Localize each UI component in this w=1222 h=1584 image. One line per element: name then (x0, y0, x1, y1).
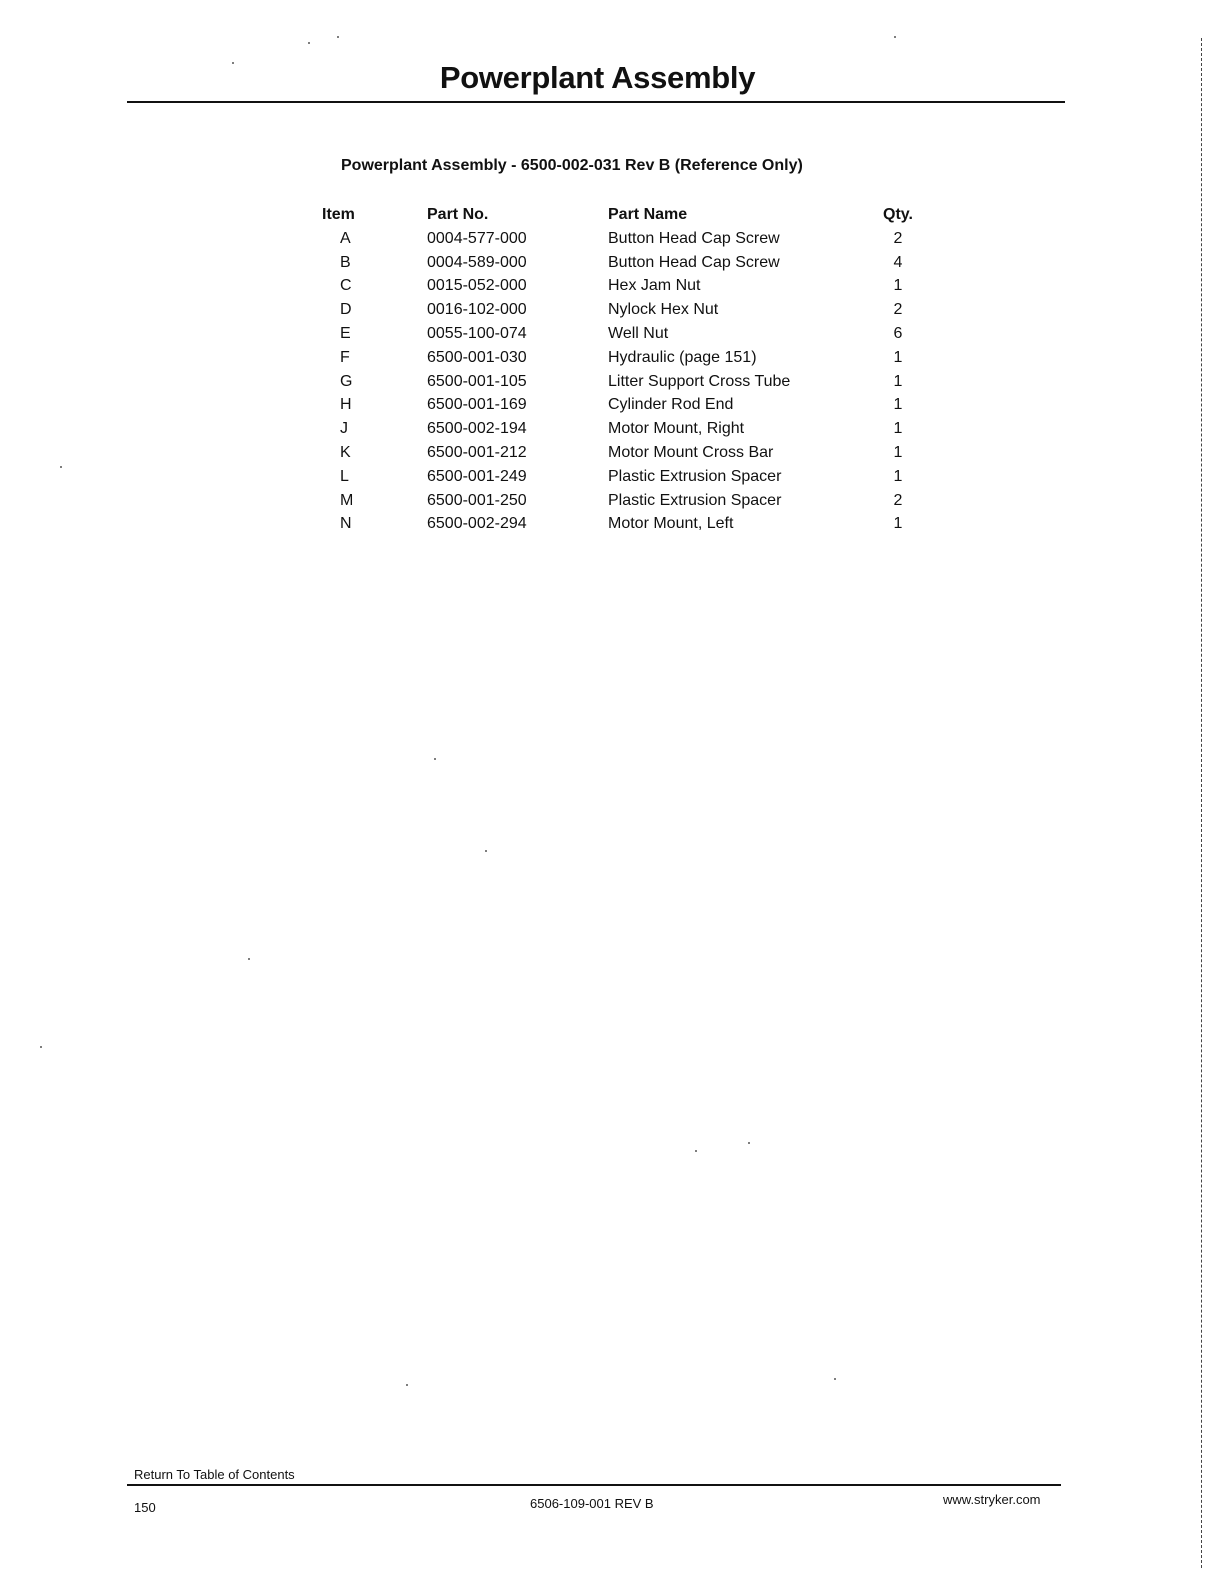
cell-qty: 6 (893, 324, 903, 342)
page-title: Powerplant Assembly (439, 60, 756, 95)
cell-part-no: 6500-002-194 (427, 420, 527, 438)
cell-qty: 1 (893, 396, 903, 414)
cell-part-name: Litter Support Cross Tube (608, 372, 791, 390)
cell-item: J (340, 420, 348, 438)
table-row (322, 489, 918, 513)
cell-item: H (340, 396, 352, 414)
cell-item: F (340, 348, 350, 366)
column-header-part-no: Part No. (427, 206, 489, 223)
scan-speck (695, 1150, 697, 1152)
cell-item: E (340, 324, 351, 342)
scan-speck (308, 42, 310, 44)
cell-part-name: Motor Mount Cross Bar (608, 443, 774, 461)
website-url: www.stryker.com (943, 1492, 1041, 1507)
cell-item: L (340, 467, 349, 485)
table-row (322, 251, 918, 275)
title-divider (127, 101, 1065, 103)
table-row (322, 346, 918, 370)
scan-speck (748, 1142, 750, 1144)
cell-item: G (340, 372, 353, 390)
header-row (322, 203, 918, 227)
cell-item: A (340, 229, 351, 247)
cell-qty: 2 (893, 301, 903, 319)
cell-item: K (340, 443, 351, 461)
cell-part-no: 6500-001-030 (427, 348, 527, 366)
scan-speck (248, 958, 250, 960)
cell-qty: 2 (893, 491, 903, 509)
cell-part-no: 6500-001-105 (427, 372, 527, 390)
cell-part-no: 6500-001-249 (427, 467, 527, 485)
parts-table-body (322, 227, 918, 536)
cell-part-name: Plastic Extrusion Spacer (608, 467, 782, 485)
table-row (322, 441, 918, 465)
cell-qty: 1 (893, 372, 903, 390)
column-header-qty: Qty. (883, 206, 913, 223)
scan-speck (485, 850, 487, 852)
cell-part-name: Button Head Cap Screw (608, 253, 780, 271)
table-row (322, 227, 918, 251)
cell-part-name: Hex Jam Nut (608, 277, 701, 295)
table-row (322, 417, 918, 441)
scan-speck (406, 1384, 408, 1386)
cell-item: D (340, 301, 352, 319)
parts-table (322, 203, 918, 536)
scan-speck (337, 36, 339, 38)
cell-item: C (340, 277, 352, 295)
table-row (322, 512, 918, 536)
cell-part-no: 6500-001-250 (427, 491, 527, 509)
scan-speck (834, 1378, 836, 1380)
table-row (322, 322, 918, 346)
table-row (322, 370, 918, 394)
cell-part-name: Button Head Cap Screw (608, 229, 780, 247)
cell-part-name: Motor Mount, Right (608, 420, 745, 438)
cell-qty: 1 (893, 420, 903, 438)
cell-part-name: Hydraulic (page 151) (608, 348, 757, 366)
cell-part-no: 0016-102-000 (427, 301, 527, 319)
cell-part-name: Nylock Hex Nut (608, 301, 719, 319)
table-row (322, 393, 918, 417)
scan-speck (232, 62, 234, 64)
document-number: 6506-109-001 REV B (530, 1496, 654, 1511)
cell-qty: 1 (893, 515, 903, 533)
cell-part-name: Motor Mount, Left (608, 515, 734, 533)
return-to-toc-link[interactable]: Return To Table of Contents (134, 1467, 295, 1482)
cell-part-no: 6500-001-212 (427, 443, 527, 461)
cell-qty: 1 (893, 348, 903, 366)
column-header-item: Item (322, 206, 355, 223)
cell-part-no: 6500-002-294 (427, 515, 527, 533)
scan-speck (894, 36, 896, 38)
cell-part-name: Well Nut (608, 324, 669, 342)
table-row (322, 274, 918, 298)
table-row (322, 298, 918, 322)
cell-part-no: 0004-589-000 (427, 253, 527, 271)
cell-qty: 1 (893, 277, 903, 295)
cell-part-no: 6500-001-169 (427, 396, 527, 414)
section-heading: Powerplant Assembly - 6500-002-031 Rev B (Reference Only) (341, 157, 803, 174)
scan-speck (60, 466, 62, 468)
page-number: 150 (134, 1500, 156, 1515)
cell-part-name: Plastic Extrusion Spacer (608, 491, 782, 509)
scan-speck (40, 1046, 42, 1048)
cell-qty: 1 (893, 443, 903, 461)
cell-part-no: 0015-052-000 (427, 277, 527, 295)
cell-qty: 2 (893, 229, 903, 247)
cell-item: B (340, 253, 351, 271)
scan-speck (434, 758, 436, 760)
cell-part-no: 0055-100-074 (427, 324, 527, 342)
footer-divider (127, 1484, 1061, 1486)
parts-table-header (322, 203, 918, 227)
table-row (322, 465, 918, 489)
cell-item: M (340, 491, 354, 509)
cell-part-name: Cylinder Rod End (608, 396, 734, 414)
cell-qty: 1 (893, 467, 903, 485)
cell-qty: 4 (893, 253, 903, 271)
column-header-part-name: Part Name (608, 206, 688, 223)
cell-item: N (340, 515, 352, 533)
cell-part-no: 0004-577-000 (427, 229, 527, 247)
scan-edge-artifact (1201, 38, 1202, 1568)
